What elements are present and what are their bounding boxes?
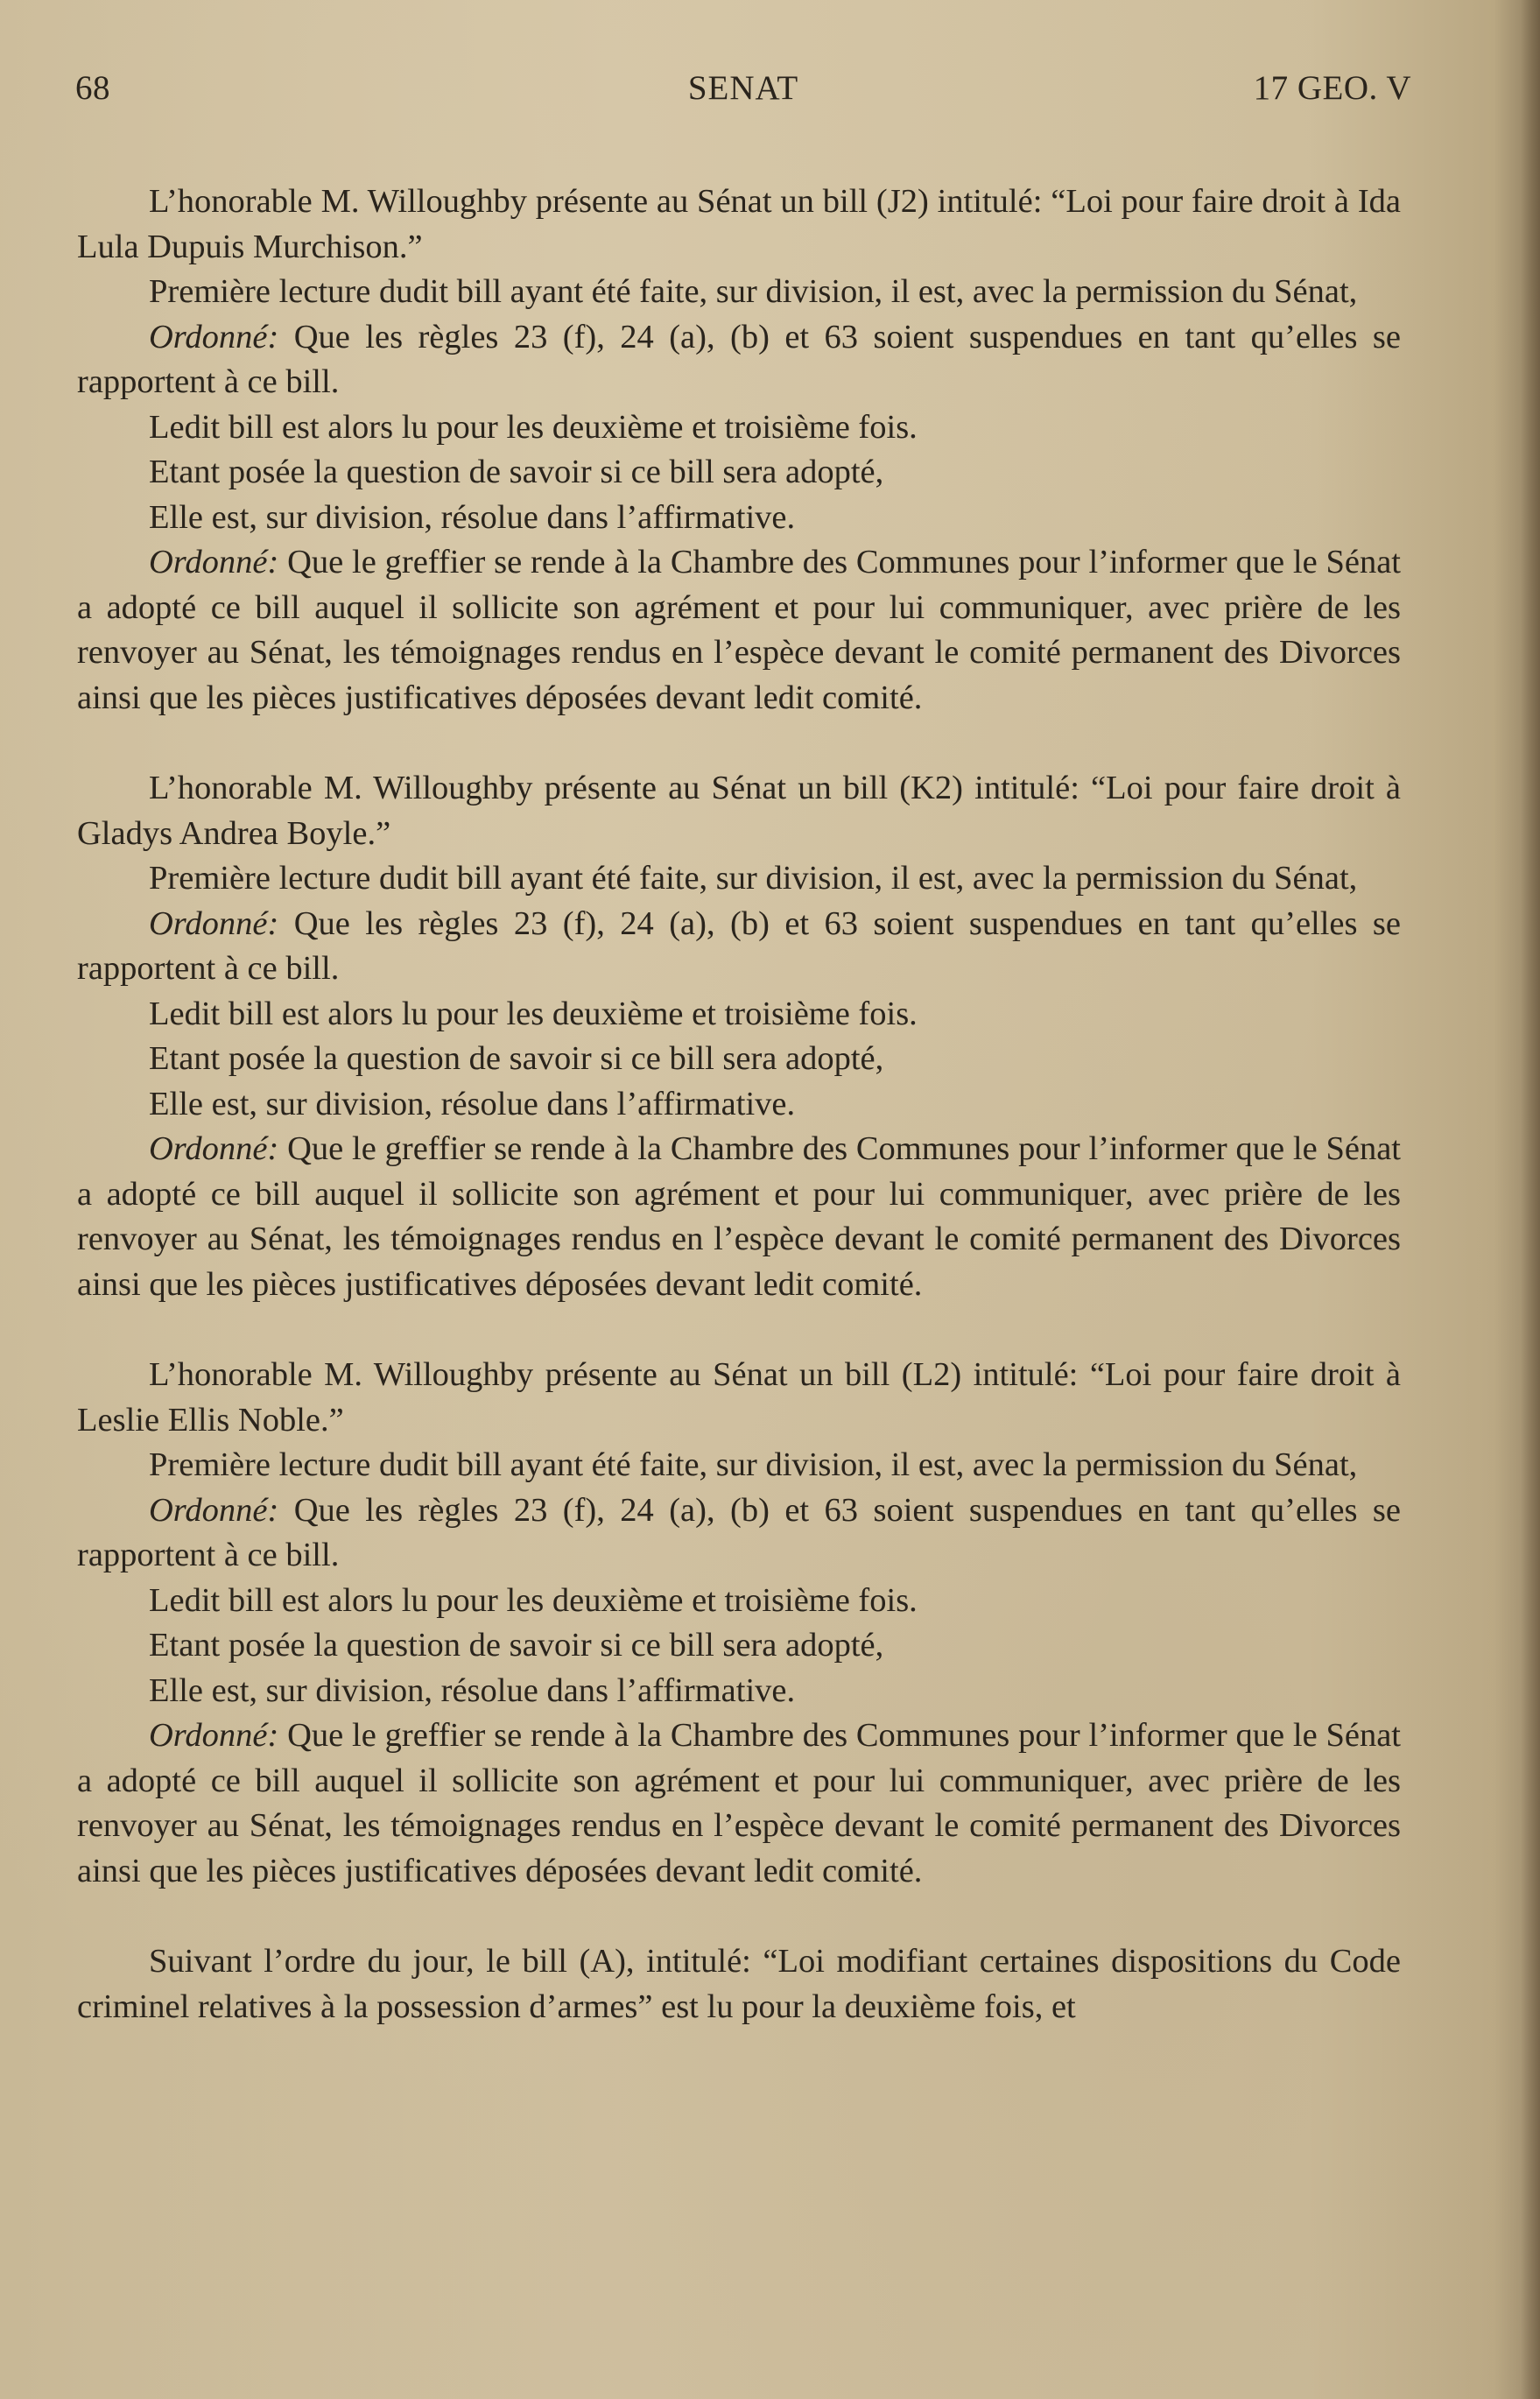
resolved-affirmative: Elle est, sur division, résolue dans l’affirmative.	[149, 1085, 796, 1122]
ordered-label: Ordonné:	[149, 904, 279, 942]
body-text	[77, 179, 1401, 2030]
order-text: Que le greffier se rende à la Chambre des Communes pour l’informer que le Sénat a adopté ce bill auquel il sollicite son agrément et pour lui communiquer, avec prière de les renvoyer au Sénat, les témoignages rendus en l’espèce devant le comité permanent des Divorces ainsi que les pièces justificatives déposées devant ledit comité.	[77, 1130, 1401, 1303]
first-reading-paragraph: Première lecture dudit bill ayant été faite, sur division, il est, avec la permission du Sénat,	[149, 1446, 1358, 1483]
order-clerk-message	[77, 540, 1401, 721]
page-number: 68	[75, 69, 110, 107]
bill-intro: L’honorable M. Willoughby présente au Sénat un bill (L2) intitulé: “Loi pour faire droit à Leslie Ellis Noble.”	[77, 1356, 1401, 1439]
order-text: Que les règles 23 (f), 24 (a), (b) et 63 soient suspendues en tant qu’elles se rapportent à ce bill.	[77, 1491, 1401, 1573]
bill-intro: L’honorable M. Willoughby présente au Sénat un bill (K2) intitulé: “Loi pour faire droit à Gladys Andrea Boyle.”	[77, 770, 1401, 852]
bill-section-j2	[77, 179, 1401, 721]
question-put: Etant posée la question de savoir si ce bill sera adopté,	[149, 1040, 884, 1077]
order-text: Que le greffier se rende à la Chambre des Communes pour l’informer que le Sénat a adopté ce bill auquel il sollicite son agrément et pour lui communiquer, avec prière de les renvoyer au Sénat, les témoignages rendus en l’espèce devant le comité permanent des Divorces ainsi que les pièces justificatives déposées devant ledit comité.	[77, 544, 1401, 716]
bill-section-l2	[77, 1353, 1401, 1894]
section-spacer	[77, 1894, 1401, 1939]
resolved-affirmative: Elle est, sur division, résolue dans l’affirmative.	[149, 1671, 796, 1709]
section-spacer	[77, 721, 1401, 766]
order-clerk-message	[77, 1713, 1401, 1894]
bill-intro: L’honorable M. Willoughby présente au Sénat un bill (J2) intitulé: “Loi pour faire droit à Ida Lula Dupuis Murchison.”	[77, 183, 1401, 265]
ordered-label: Ordonné:	[149, 1130, 279, 1167]
order-text: Que le greffier se rende à la Chambre des Communes pour l’informer que le Sénat a adopté ce bill auquel il sollicite son agrément et pour lui communiquer, avec prière de les renvoyer au Sénat, les témoignages rendus en l’espèce devant le comité permanent des Divorces ainsi que les pièces justificatives déposées devant ledit comité.	[77, 1717, 1401, 1889]
first-reading-paragraph: Première lecture dudit bill ayant été faite, sur division, il est, avec la permission du Sénat,	[149, 860, 1358, 897]
order-suspend-rules	[77, 902, 1401, 992]
bill-section-k2	[77, 766, 1401, 1307]
ordered-label: Ordonné:	[149, 1717, 279, 1754]
ordered-label: Ordonné:	[149, 544, 279, 580]
order-text: Que les règles 23 (f), 24 (a), (b) et 63 soient suspendues en tant qu’elles se rapportent à ce bill.	[77, 904, 1401, 987]
running-head	[75, 68, 1411, 112]
section-spacer	[77, 1307, 1401, 1353]
order-text: Que les règles 23 (f), 24 (a), (b) et 63 soient suspendues en tant qu’elles se rapportent à ce bill.	[77, 318, 1401, 400]
running-head-regnal-year: 17 GEO. V	[1253, 69, 1411, 107]
question-put: Etant posée la question de savoir si ce bill sera adopté,	[149, 1627, 884, 1664]
second-third-reading: Ledit bill est alors lu pour les deuxième et troisième fois.	[149, 408, 918, 446]
running-title: SENAT	[687, 69, 799, 107]
ordered-label: Ordonné:	[149, 1491, 279, 1529]
question-put: Etant posée la question de savoir si ce bill sera adopté,	[149, 454, 884, 490]
second-third-reading: Ledit bill est alors lu pour les deuxième et troisième fois.	[149, 995, 918, 1032]
order-suspend-rules	[77, 315, 1401, 405]
ordered-label: Ordonné:	[149, 318, 279, 355]
resolved-affirmative: Elle est, sur division, résolue dans l’affirmative.	[149, 498, 796, 536]
order-suspend-rules	[77, 1488, 1401, 1579]
first-reading-paragraph: Première lecture dudit bill ayant été faite, sur division, il est, avec la permission du Sénat,	[149, 273, 1358, 310]
order-of-day-paragraph: Suivant l’ordre du jour, le bill (A), intitulé: “Loi modifiant certaines dispositions du Code criminel relatives à la possession d’armes” est lu pour la deuxième fois, et	[77, 1943, 1401, 2025]
second-third-reading: Ledit bill est alors lu pour les deuxième et troisième fois.	[149, 1581, 918, 1619]
order-clerk-message	[77, 1127, 1401, 1307]
